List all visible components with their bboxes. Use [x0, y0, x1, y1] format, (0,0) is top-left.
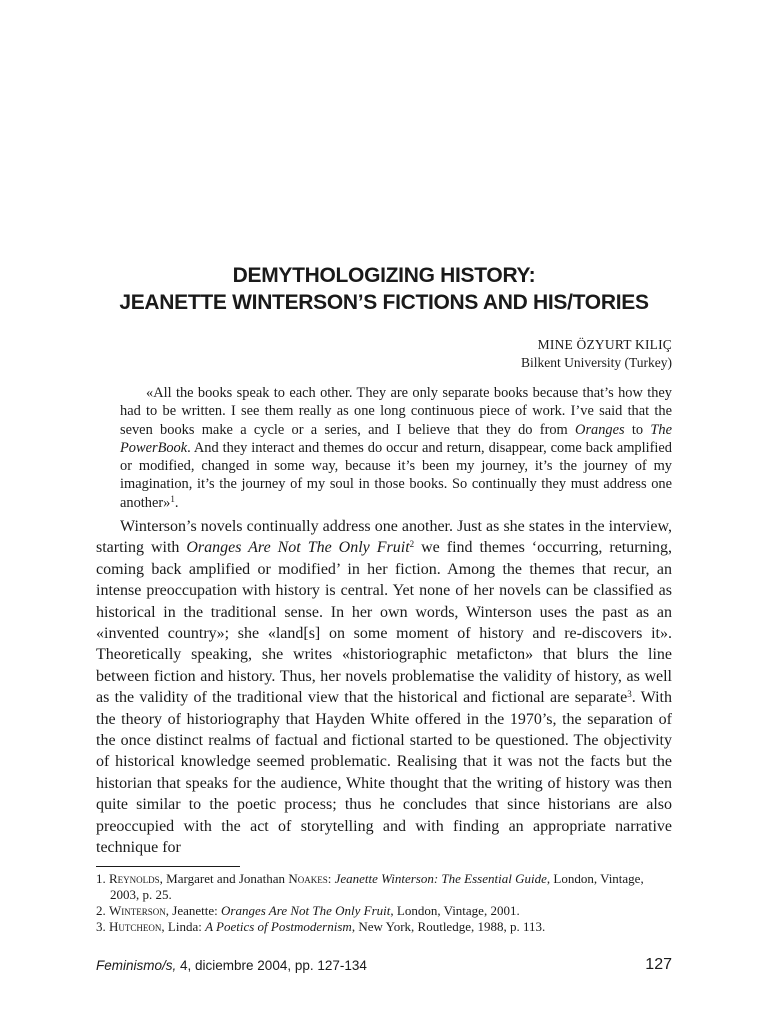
footnote-number: 3.: [96, 919, 109, 934]
epigraph-quote: [120, 384, 672, 512]
body-paragraph: [96, 516, 672, 859]
footnote-ref-2[interactable]: 2: [409, 539, 415, 550]
footnote-2: [96, 903, 672, 919]
body-text: . With the theory of historiography that Hayden White offered in the 1970’s, the separation of the once distinct realms of factual and fictional started to be questioned. The objectivity of historical knowledge seemed problematic. Realising that it was not the facts but the historian that speaks for the audience, White thought that the writing of history was then quite similar to the poetic process; thus he concludes that since historians are also preoccupied with the act of storytelling and with finding an appropriate narrative technique for: [96, 689, 673, 857]
footnote-3: [96, 919, 672, 935]
footnote-divider: [96, 866, 240, 867]
footnotes: [96, 871, 672, 935]
footnote-1: [96, 871, 672, 903]
epigraph-text: to: [624, 421, 651, 438]
epigraph-text: «All the books speak to each other. They are only separate books because that’s how they had to be written. I see them really as one long continuous piece of work. I’ve said that the seven books make a cycle or a series, and I believe that they do from: [120, 385, 672, 438]
epigraph-text: . And they interact and themes do occur and return, disappear, come back amplified or modified, changed in some way, because it’s been my journey, it’s the journey of my imagination, it’s the journey of my soul in those books. So continually they must address one another»: [120, 439, 672, 511]
footnote-book-title: Oranges Are Not The Only Fruit: [221, 903, 391, 918]
footnote-author: Reynolds: [109, 871, 160, 886]
footnote-text: , London, Vintage, 2003, p. 25.: [110, 871, 644, 902]
footnote-text: , New York, Routledge, 1988, p. 113.: [351, 919, 546, 934]
footnote-text: , Jeanette:: [165, 903, 222, 918]
footnote-book-title: A Poetics of Postmodernism: [205, 919, 352, 934]
footnote-text: , London, Vintage, 2001.: [390, 903, 520, 918]
page-number: 127: [645, 956, 672, 973]
author-affiliation: Bilkent University (Turkey): [521, 355, 672, 370]
footnote-author: Hutcheon: [109, 919, 162, 934]
footnote-number: 1.: [96, 871, 109, 886]
footnote-ref-1[interactable]: 1: [170, 493, 175, 504]
footnote-text: , Margaret and Jonathan: [159, 871, 289, 886]
epigraph-text: .: [174, 494, 179, 511]
author-block: [521, 336, 672, 372]
footnote-text: , Linda:: [161, 919, 206, 934]
footnote-number: 2.: [96, 903, 109, 918]
journal-name: Feminismo/s,: [96, 958, 177, 973]
journal-citation: [96, 958, 367, 973]
footnote-author: Noakes: [288, 871, 328, 886]
footnote-text: :: [327, 871, 335, 886]
title-line-1: DEMYTHOLOGIZING HISTORY:: [232, 264, 536, 287]
title-line-2: JEANETTE WINTERSON’S FICTIONS AND HIS/TORIES: [119, 291, 649, 314]
body-text: we find themes ‘occurring, returning, coming back amplified or modified’ in her fiction. Among the themes that recur, an intense preoccupation with history is central. Yet none of her novels can be classified as historical in the traditional sense. In her own words, Winterson uses the past as an «invented country»; she «land[s] on some moment of history and re-discovers it». Theoretically speaking, she writes «historiographic metaficton» that blurs the line between fiction and history. Thus, her novels problematise the validity of history, as well as the validity of the traditional view that the historical and fictional are separate: [96, 539, 673, 707]
footnote-author: Winterson: [109, 903, 166, 918]
author-name: MINE ÖZYURT KILIÇ: [537, 337, 672, 352]
article-title: [96, 262, 672, 316]
body-text: Winterson’s novels continually address one another. Just as she states in the interview, starting with: [96, 518, 672, 557]
epigraph-title-powerbook: The PowerBook: [120, 421, 673, 456]
journal-issue: 4, diciembre 2004, pp. 127-134: [176, 958, 367, 973]
footnote-book-title: Jeanette Winterson: The Essential Guide: [334, 871, 547, 886]
footnote-ref-3[interactable]: 3: [627, 689, 632, 700]
body-title-oranges: Oranges Are Not The Only Fruit: [186, 539, 410, 557]
epigraph-title-oranges: Oranges: [575, 421, 625, 438]
